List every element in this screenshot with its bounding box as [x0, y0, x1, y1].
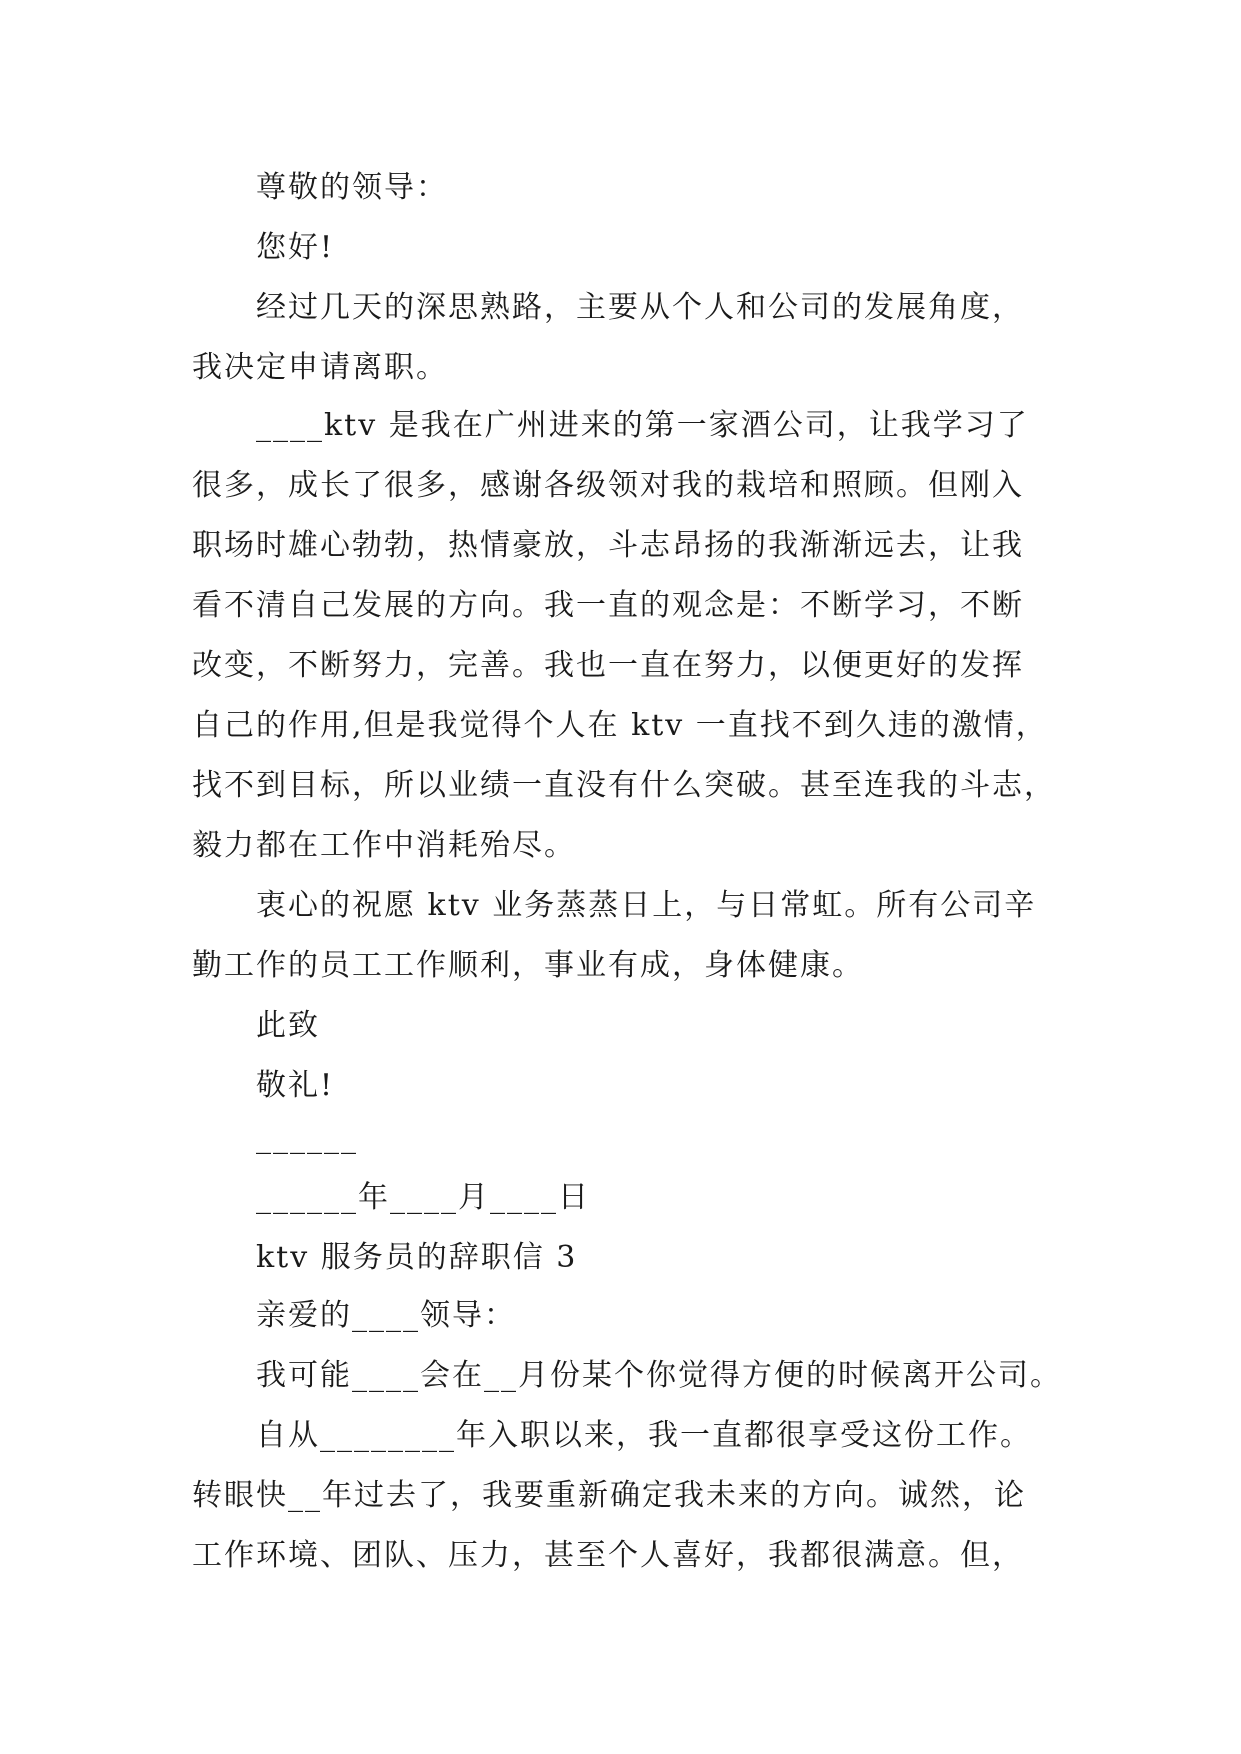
section-title: ktv 服务员的辞职信 3	[256, 1240, 578, 1275]
paragraph-line: 衷心的祝愿 ktv 业务蒸蒸日上，与日常虹。所有公司辛	[256, 888, 1037, 923]
paragraph-line: 改变，不断努力，完善。我也一直在努力，以便更好的发挥	[192, 648, 1024, 683]
paragraph-line: 我决定申请离职。	[192, 350, 448, 385]
paragraph-line: 看不清自己发展的方向。我一直的观念是：不断学习，不断	[192, 588, 1024, 623]
paragraph-line: 找不到目标，所以业绩一直没有什么突破。甚至连我的斗志，	[192, 768, 1056, 803]
closing-regards: 敬礼!	[256, 1068, 335, 1103]
paragraph-line: 毅力都在工作中消耗殆尽。	[192, 828, 576, 863]
paragraph-line: 转眼快__年过去了，我要重新确定我未来的方向。诚然，论	[192, 1478, 1026, 1513]
paragraph-line: 自从________年入职以来，我一直都很享受这份工作。	[256, 1418, 1032, 1453]
salutation: 亲爱的____领导：	[256, 1298, 516, 1333]
salutation: 尊敬的领导：	[256, 170, 448, 205]
paragraph-line: ____ktv 是我在广州进来的第一家酒公司，让我学习了	[256, 408, 1029, 443]
greeting: 您好!	[256, 230, 335, 265]
paragraph-line: 经过几天的深思熟路，主要从个人和公司的发展角度，	[256, 290, 1024, 325]
paragraph-line: 我可能____会在__月份某个你觉得方便的时候离开公司。	[256, 1358, 1062, 1393]
paragraph-line: 工作环境、团队、压力，甚至个人喜好，我都很满意。但，	[192, 1538, 1024, 1573]
signature-blank: ______	[256, 1120, 358, 1155]
paragraph-line: 自己的作用,但是我觉得个人在 ktv 一直找不到久违的激情，	[192, 708, 1048, 743]
paragraph-line: 很多，成长了很多，感谢各级领对我的栽培和照顾。但刚入	[192, 468, 1024, 503]
date-line: ______年____月____日	[256, 1180, 590, 1215]
paragraph-line: 职场时雄心勃勃，热情豪放，斗志昂扬的我渐渐远去，让我	[192, 528, 1024, 563]
paragraph-line: 勤工作的员工工作顺利，事业有成，身体健康。	[192, 948, 864, 983]
closing: 此致	[256, 1008, 320, 1043]
